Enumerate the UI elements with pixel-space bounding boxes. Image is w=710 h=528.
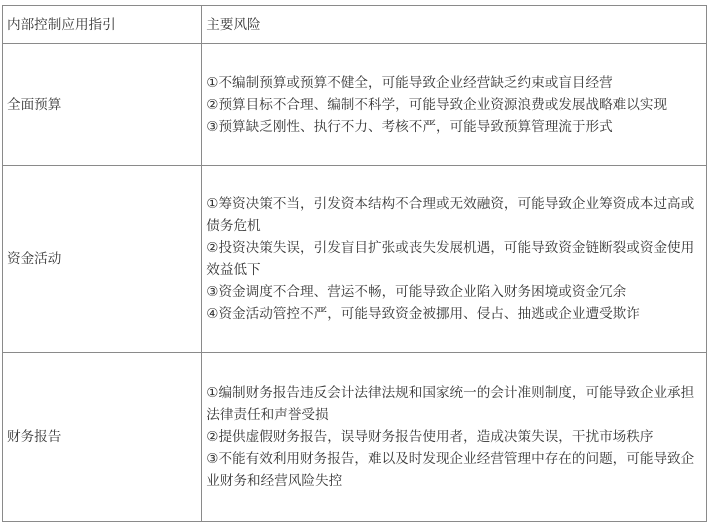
header-risk-label: 主要风险 — [206, 16, 261, 33]
header-cell-risk — [202, 6, 707, 44]
row-label: 全面预算 — [7, 96, 62, 113]
table-row — [3, 44, 707, 166]
row-label: 资金活动 — [7, 251, 62, 267]
risk-item: ③预算缺乏刚性、执行不力、考核不严，可能导致预算管理流于形式 — [206, 118, 613, 135]
risk-item: ②提供虚假财务报告，误导财务报告使用者，造成决策失误，干扰市场秩序 — [206, 429, 654, 445]
risk-item: ②预算目标不合理、编制不科学，可能导致企业资源浪费或发展战略难以实现 — [206, 96, 668, 113]
row-label-cell — [3, 44, 202, 166]
row-label: 财务报告 — [7, 429, 62, 445]
header-cell-guideline — [3, 6, 202, 44]
risk-list-cell — [202, 353, 707, 522]
table-row — [3, 353, 707, 522]
table-row — [3, 166, 707, 353]
risk-list-cell — [202, 166, 707, 353]
risk-item: ③资金调度不合理、营运不畅，可能导致企业陷入财务困境或资金冗余 — [206, 284, 627, 300]
risk-list-cell — [202, 44, 707, 166]
row-label-cell — [3, 166, 202, 353]
risk-item: ③不能有效利用财务报告，难以及时发现企业经营管理中存在的问题，可能导致企业财务和经营风险失控 — [206, 451, 695, 489]
risk-item: ②投资决策失误，引发盲目扩张或丧失发展机遇，可能导致资金链断裂或资金使用效益低下 — [206, 240, 695, 278]
risk-item: ④资金活动管控不严，可能导致资金被挪用、侵占、抽逃或企业遭受欺诈 — [206, 306, 640, 322]
risk-item: ①不编制预算或预算不健全，可能导致企业经营缺乏约束或盲目经营 — [206, 74, 613, 91]
table-header-row — [3, 6, 707, 44]
risk-item: ①编制财务报告违反会计法律法规和国家统一的会计准则制度，可能导致企业承担法律责任和声誉受损 — [206, 385, 695, 423]
row-label-cell — [3, 353, 202, 522]
risk-item: ①筹资决策不当，引发资本结构不合理或无效融资，可能导致企业筹资成本过高或债务危机 — [206, 196, 695, 234]
header-guideline-label: 内部控制应用指引 — [7, 16, 116, 33]
risk-table — [2, 5, 707, 522]
